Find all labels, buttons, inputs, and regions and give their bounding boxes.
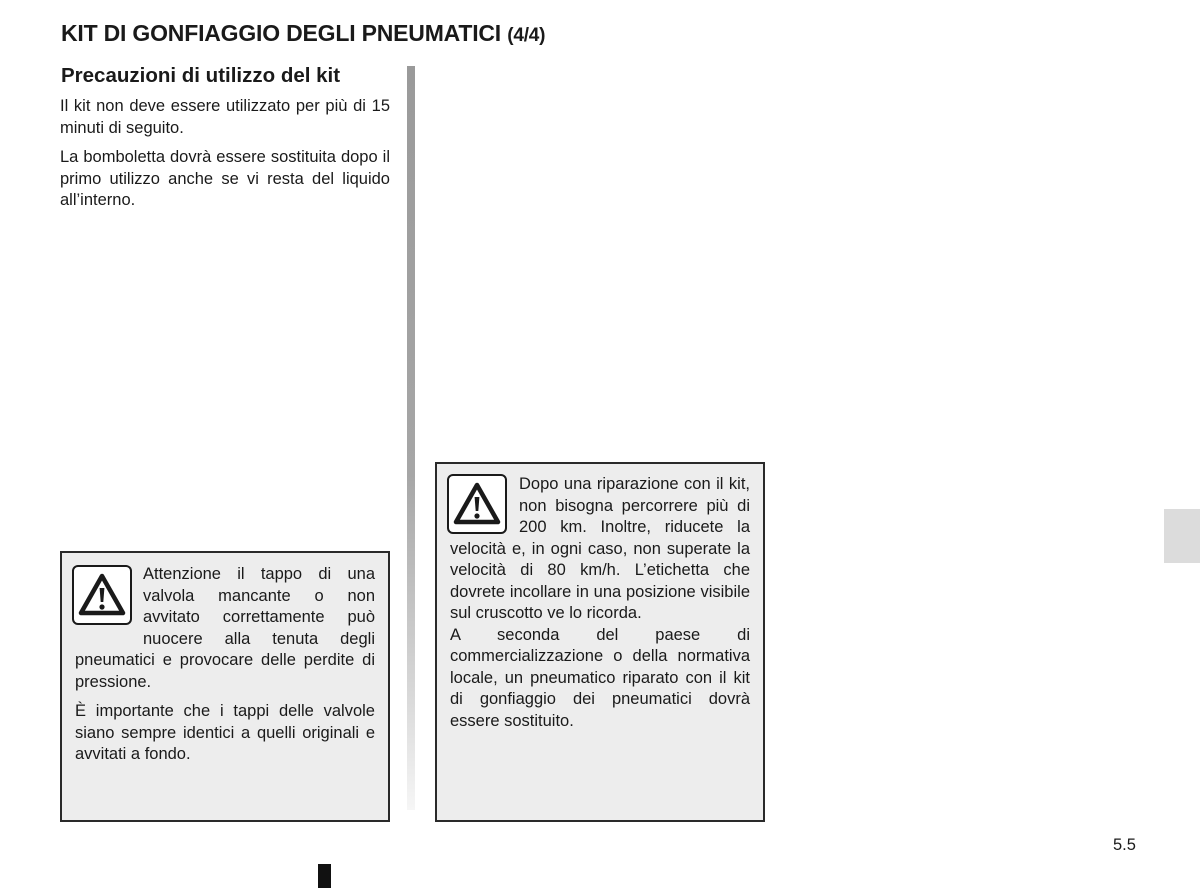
warning-left-paragraph-1: Attenzione il tappo di una valvola mancante o non avvitato correttamente può nuocere alla tenuta degli pneumatici e provocare delle perdite di pressione. [75, 565, 375, 691]
warning-triangle-icon [447, 474, 507, 534]
warning-triangle-icon [72, 565, 132, 625]
warning-right-paragraph-1: Dopo una riparazione con il kit, non bisogna percorrere più di 200 km. Inoltre, riducete la velocità e, in ogni caso, non superate la velocità di 80 km/h. L’etichetta che dovrete incollare in una posizione visibile sul cruscotto ve lo ricorda. [450, 475, 750, 622]
page-number: 5.5 [1113, 836, 1136, 854]
warning-right-paragraph-2: A seconda del paese di commercializzazione o della normativa locale, un pneumatico riparato con il kit di gonfiaggio dei pneumatici dovrà essere sostituito. [450, 625, 750, 730]
page-title [61, 20, 545, 47]
warning-left-paragraph-2: È importante che i tappi delle valvole siano sempre identici a quelli originali e avvitati a fondo. [75, 702, 375, 763]
column-divider [407, 66, 415, 810]
page-title-suffix: (4/4) [507, 25, 546, 46]
body-paragraph-2: La bomboletta dovrà essere sostituita dopo il primo utilizzo anche se vi resta del liquido all’interno. [60, 148, 390, 209]
warning-box-valve-caps [60, 551, 390, 822]
page-title-main: KIT DI GONFIAGGIO DEGLI PNEUMATICI [61, 20, 501, 46]
print-crop-mark [318, 864, 331, 888]
body-paragraph-1: Il kit non deve essere utilizzato per più di 15 minuti di seguito. [60, 97, 390, 137]
warning-box-after-repair [435, 462, 765, 822]
chapter-side-tab [1164, 509, 1200, 563]
section-heading: Precauzioni di utilizzo del kit [61, 64, 341, 87]
